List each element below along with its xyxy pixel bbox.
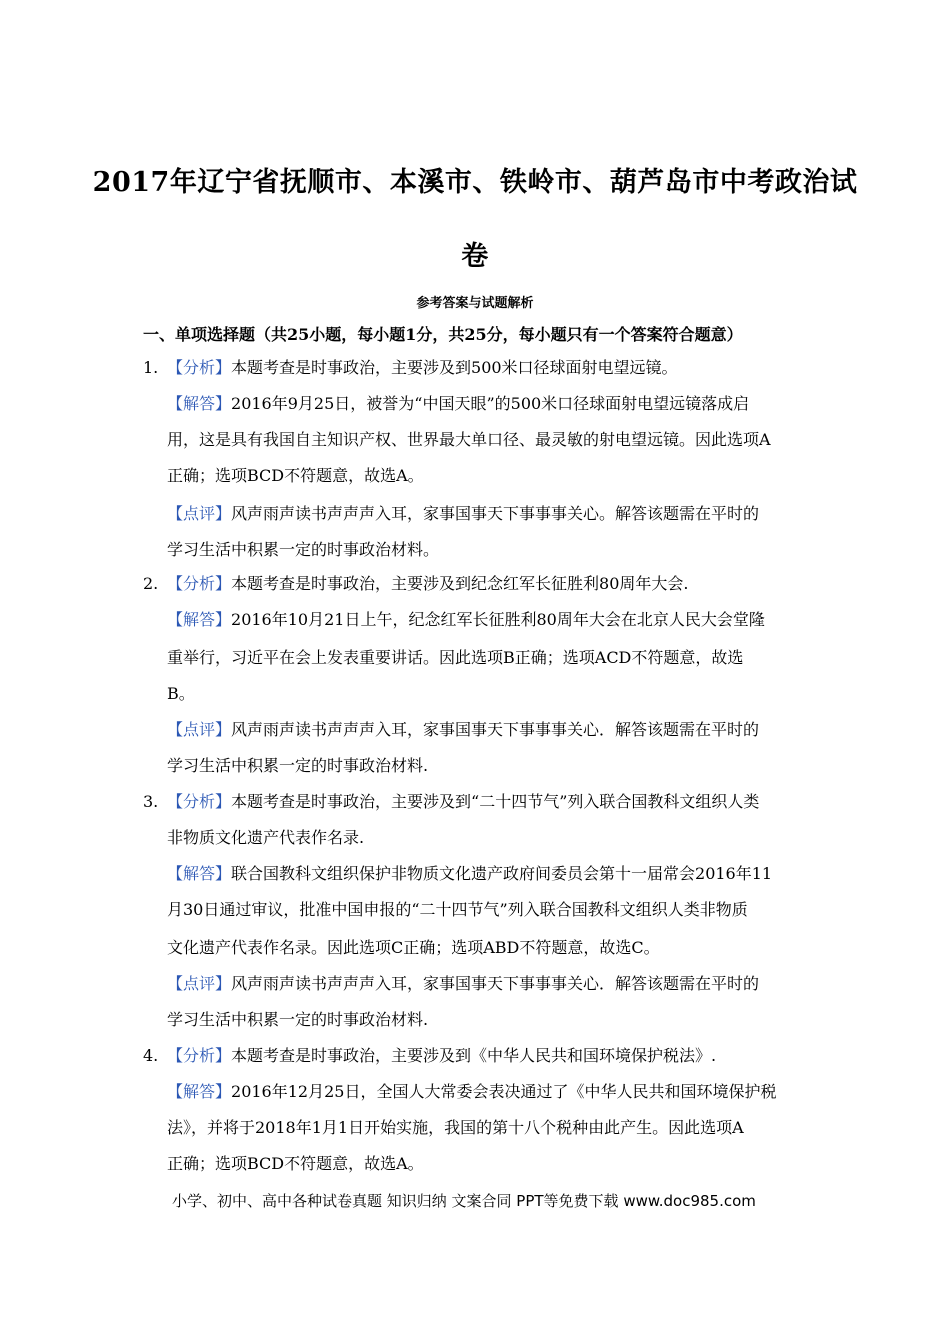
comment-tag: 【点评】 bbox=[167, 720, 232, 739]
comment-text: 风声雨声读书声声声入耳，家事国事天下事事事关心．解答该题需在平时的 bbox=[231, 974, 760, 993]
answer-tag: 【解答】 bbox=[167, 864, 232, 883]
page-footer: 小学、初中、高中各种试卷真题 知识归纳 文案合同 PPT等免费下载 www.doc985.com bbox=[172, 1192, 756, 1210]
analysis-tag: 【分析】 bbox=[167, 574, 232, 593]
answer-text: 2016年9月25日，被誉为“中国天眼”的500米口径球面射电望远镜落成启 bbox=[231, 394, 750, 413]
analysis-line: 非物质文化遗产代表作名录. bbox=[167, 828, 365, 847]
comment-tag: 【点评】 bbox=[167, 974, 232, 993]
analysis-tag: 【分析】 bbox=[167, 1046, 232, 1065]
document-subtitle: 参考答案与试题解析 bbox=[416, 296, 534, 311]
question-number: 4. bbox=[143, 1046, 159, 1065]
analysis-text: 本题考查是时事政治，主要涉及到“二十四节气”列入联合国教科文组织人类 bbox=[231, 792, 760, 811]
analysis-line bbox=[167, 792, 759, 812]
comment-text: 风声雨声读书声声声入耳，家事国事天下事事事关心．解答该题需在平时的 bbox=[231, 720, 760, 739]
comment-line: 学习生活中积累一定的时事政治材料。 bbox=[167, 540, 440, 559]
comment-line: 学习生活中积累一定的时事政治材料. bbox=[167, 1010, 429, 1029]
section-heading: 一、单项选择题（共25小题，每小题1分，共25分，每小题只有一个答案符合题意） bbox=[143, 325, 743, 344]
answer-line bbox=[167, 394, 749, 414]
answer-text: 2016年10月21日上午，纪念红军长征胜利80周年大会在北京人民大会堂隆 bbox=[231, 610, 765, 629]
question-number: 3. bbox=[143, 792, 159, 811]
answer-tag: 【解答】 bbox=[167, 1082, 232, 1101]
comment-text: 风声雨声读书声声声入耳，家事国事天下事事事关心。解答该题需在平时的 bbox=[231, 504, 760, 523]
answer-tag: 【解答】 bbox=[167, 610, 232, 629]
comment-line bbox=[167, 720, 759, 740]
answer-line bbox=[167, 1082, 776, 1102]
answer-line: 法》，并将于2018年1月1日开始实施，我国的第十八个税种由此产生。因此选项A bbox=[167, 1118, 744, 1137]
analysis-line bbox=[167, 1046, 716, 1066]
comment-line: 学习生活中积累一定的时事政治材料. bbox=[167, 756, 429, 775]
analysis-tag: 【分析】 bbox=[167, 358, 232, 377]
answer-line: 正确；选项BCD不符题意，故选A。 bbox=[167, 1154, 424, 1173]
analysis-text: 本题考查是时事政治，主要涉及到《中华人民共和国环境保护税法》. bbox=[231, 1046, 717, 1065]
document-title-line-1: 2017年辽宁省抚顺市、本溪市、铁岭市、葫芦岛市中考政治试 bbox=[92, 167, 858, 198]
comment-line bbox=[167, 504, 759, 524]
analysis-text: 本题考查是时事政治，主要涉及到500米口径球面射电望远镜。 bbox=[231, 358, 678, 377]
answer-line bbox=[167, 864, 772, 884]
answer-text: 联合国教科文组织保护非物质文化遗产政府间委员会第十一届常会2016年11 bbox=[231, 864, 773, 883]
question-number: 1. bbox=[143, 358, 159, 377]
answer-line: 月30日通过审议，批准中国申报的“二十四节气”列入联合国教科文组织人类非物质 bbox=[167, 900, 748, 919]
answer-line bbox=[167, 610, 765, 630]
comment-line bbox=[167, 974, 759, 994]
analysis-text: 本题考查是时事政治，主要涉及到纪念红军长征胜利80周年大会. bbox=[231, 574, 689, 593]
question-number: 2. bbox=[143, 574, 159, 593]
answer-line: B。 bbox=[167, 684, 195, 703]
comment-tag: 【点评】 bbox=[167, 504, 232, 523]
answer-tag: 【解答】 bbox=[167, 394, 232, 413]
answer-line: 正确；选项BCD不符题意，故选A。 bbox=[167, 466, 424, 485]
analysis-line bbox=[167, 574, 688, 594]
document-title-line-2: 卷 bbox=[461, 241, 489, 272]
answer-text: 2016年12月25日，全国人大常委会表决通过了《中华人民共和国环境保护税 bbox=[231, 1082, 777, 1101]
analysis-tag: 【分析】 bbox=[167, 792, 232, 811]
analysis-line bbox=[167, 358, 678, 378]
answer-line: 用，这是具有我国自主知识产权、世界最大单口径、最灵敏的射电望远镜。因此选项A bbox=[167, 430, 771, 449]
answer-line: 文化遗产代表作名录。因此选项C正确；选项ABD不符题意，故选C。 bbox=[167, 938, 660, 957]
answer-line: 重举行，习近平在会上发表重要讲话。因此选项B正确；选项ACD不符题意，故选 bbox=[167, 648, 744, 667]
